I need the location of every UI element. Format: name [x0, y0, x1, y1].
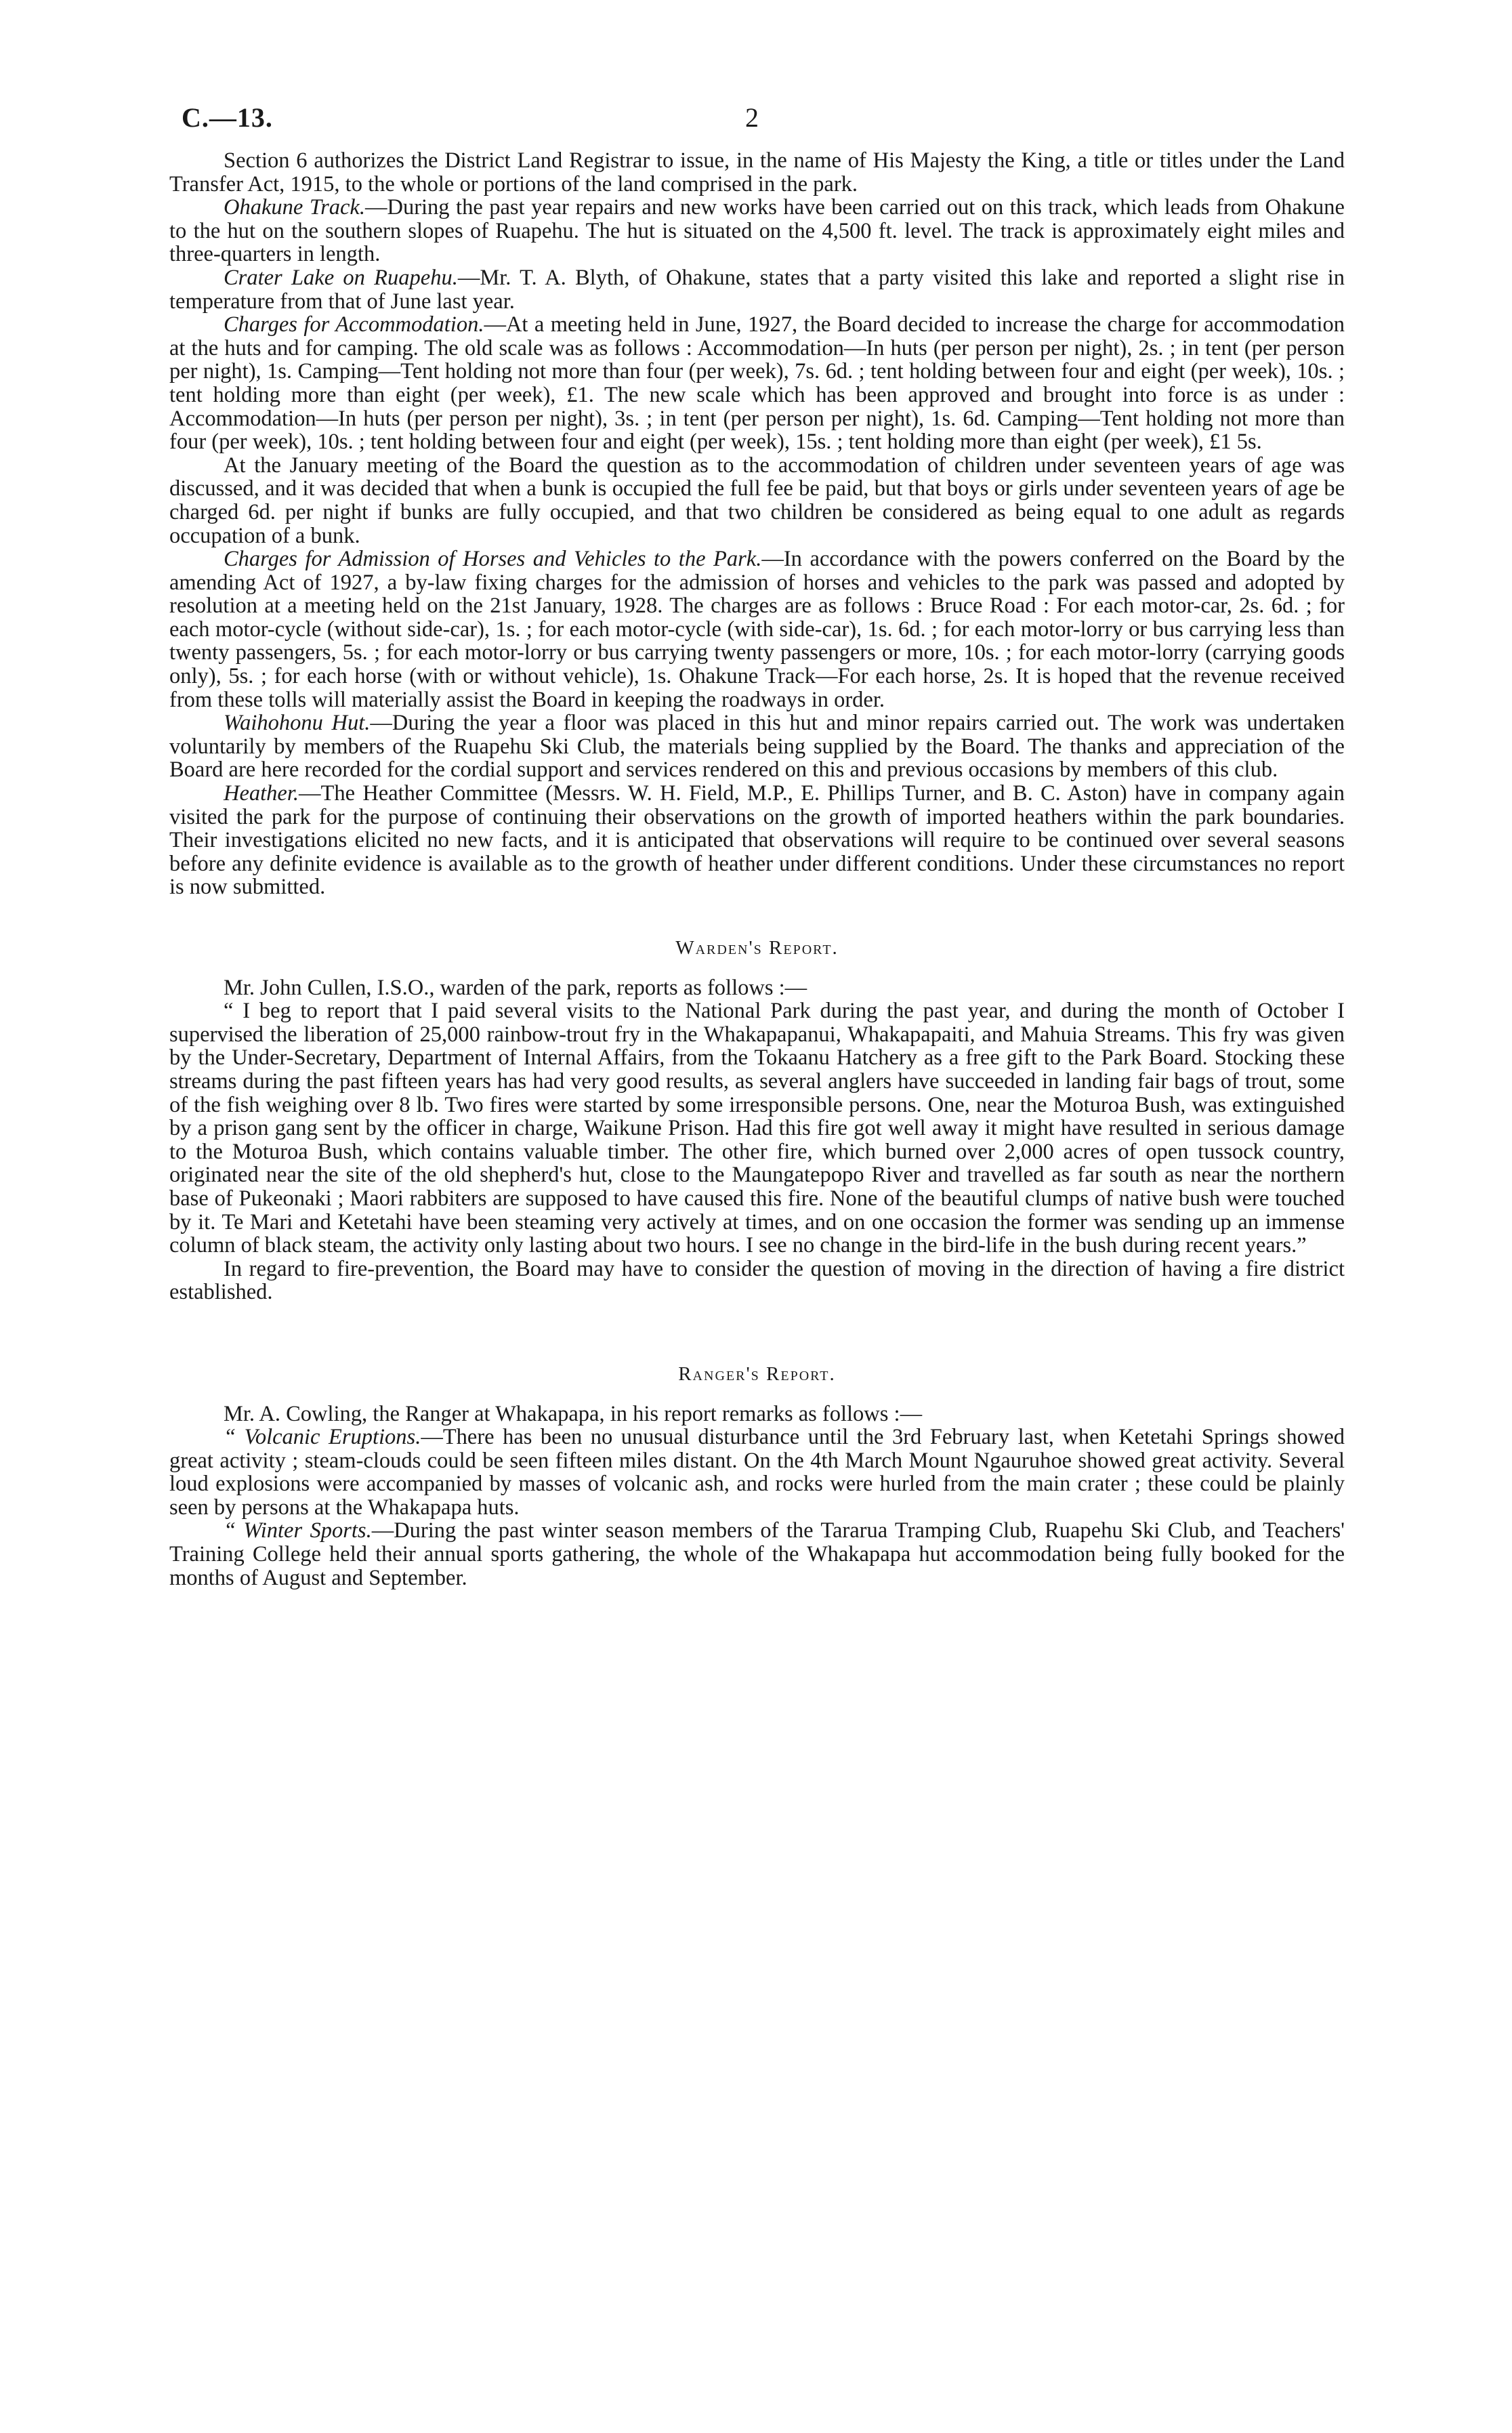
paragraph-lead: “ Volcanic Eruptions.: [224, 1425, 421, 1450]
paragraph-lead: Waihohonu Hut.: [224, 711, 371, 736]
paragraph-charges-accommodation: Charges for Accommodation.—At a meeting held in June, 1927, the Board decided to increase the charge for accommodation at the huts and for camping. The old scale was as follows : Accommodation—In huts (per person per night), 2s. ; in tent (per person per night), 1s. Camping—Tent holding not more than four (per week), 7s. 6d. ; tent holding between four and eight (per week), 10s. ; tent holding more than eight (per week), £1. The new scale which has been approved and brought into force is as under : Accommodation—In huts (per person per night), 3s. ; in tent (per person per night), 1s. 6d. Camping—Tent holding not more than four (per week), 10s. ; tent holding between four and eight (per week), 15s. ; tent holding more than eight (per week), £1 5s.: [169, 312, 1345, 455]
section-heading-warden: Warden's Report.: [675, 937, 839, 959]
page-number: 2: [745, 102, 759, 133]
paragraph-winter-sports: “ Winter Sports.—During the past winter season members of the Tararua Tramping Club, Ruapehu Ski Club, and Teachers' Training College held their annual sports gathering, the whole of the Whakapapa hut accommodation being fully booked for the months of August and September.: [169, 1518, 1345, 1590]
paragraph-lead: “ Winter Sports.: [224, 1518, 372, 1543]
paragraph-lead: Crater Lake on Ruapehu.: [224, 265, 458, 290]
paragraph-ohakune-track: Ohakune Track.—During the past year repairs and new works have been carried out on this track, which leads from Ohakune to the hut on the southern slopes of Ruapehu. The hut is situated on the 4,500 ft. level. The track is approximately eight miles and three-quarters in length.: [169, 195, 1345, 267]
paragraph-warden-intro: Mr. John Cullen, I.S.O., warden of the park, reports as follows :—: [224, 975, 807, 1000]
paragraph-ranger-intro: Mr. A. Cowling, the Ranger at Whakapapa, in his report remarks as follows :—: [224, 1401, 923, 1426]
paragraph-section-6: Section 6 authorizes the District Land Registrar to issue, in the name of His Majesty the King, a title or titles under the Land Transfer Act, 1915, to the whole or portions of the land comprised in the park.: [169, 148, 1345, 196]
paragraph-lead: Heather.: [224, 781, 299, 806]
paragraph-lead: Ohakune Track.: [224, 195, 365, 220]
paragraph-waihohonu-hut: Waihohonu Hut.—During the year a floor was placed in this hut and minor repairs carried out. The work was undertaken voluntarily by members of the Ruapehu Ski Club, the materials being supplied by the Board. The thanks and appreciation of the Board are here recorded for the cordial support and services rendered on this and previous occasions by members of this club.: [169, 711, 1345, 783]
paragraph-crater-lake: Crater Lake on Ruapehu.—Mr. T. A. Blyth, of Ohakune, states that a party visited this lake and reported a slight rise in temperature from that of June last year.: [169, 265, 1345, 314]
paragraph-warden-report: “ I beg to report that I paid several visits to the National Park during the past year, and during the month of October I supervised the liberation of 25,000 rainbow-trout fry in the Whakapapanui, Whakapapaiti, and Mahuia Streams. This fry was given by the Under-Secretary, Department of Internal Affairs, from the Tokaanu Hatchery as a free gift to the Park Board. Stocking these streams during the past fifteen years has had very good results, as several anglers have succeeded in landing fair bags of trout, some of the fish weighing over 8 lb. Two fires were started by some irresponsible persons. One, near the Moturoa Bush, was extinguished by a prison gang sent by the officer in charge, Waikune Prison. Had this fire got well away it might have resulted in serious damage to the Moturoa Bush, which contains valuable timber. The other fire, which burned over 2,000 acres of open tussock country, originated near the site of the old shepherd's hut, close to the Maungatepopo River and travelled as far south as near the northern base of Pukeonaki ; Maori rabbiters are supposed to have caused this fire. None of the beautiful clumps of native bush were touched by it. Te Mari and Ketetahi have been steaming very actively at times, and on one occasion the former was sending up an immense column of black steam, the activity only lasting about two hours. I see no change in the bird-life in the bush during recent years.”: [169, 999, 1345, 1258]
page-header: [169, 95, 1345, 149]
paragraph-lead: Charges for Admission of Horses and Vehicles to the Park.: [224, 547, 762, 572]
paragraph-lead: Charges for Accommodation.: [224, 312, 484, 337]
paragraph-fire-prevention: In regard to fire-prevention, the Board may have to consider the question of moving in the direction of having a fire district established.: [169, 1256, 1345, 1305]
paragraph-children-accommodation: At the January meeting of the Board the question as to the accommodation of children under seventeen years of age was discussed, and it was decided that when a bunk is occupied the full fee be paid, but that boys or girls under seventeen years of age be charged 6d. per night if bunks are fully occupied, and that two children be considered as being equal to one adult as regards occupation of a bunk.: [169, 453, 1345, 548]
paragraph-heather: Heather.—The Heather Committee (Messrs. W. H. Field, M.P., E. Phillips Turner, and B. C. Aston) have in company again visited the park for the purpose of continuing their observations on the growth of imported heathers within the park boundaries. Their investigations elicited no new facts, and it is anticipated that observations will require to be continued over several seasons before any definite evidence is available as to the growth of heather under different conditions. Under these circumstances no report is now submitted.: [169, 781, 1345, 900]
section-heading-ranger: Ranger's Report.: [678, 1363, 836, 1385]
document-page: [169, 95, 1345, 1589]
document-reference: C.—13.: [182, 102, 273, 133]
document-body: [169, 149, 1345, 1589]
paragraph-volcanic-eruptions: “ Volcanic Eruptions.—There has been no unusual disturbance until the 3rd February last, when Ketetahi Springs showed great activity ; steam-clouds could be seen fifteen miles distant. On the 4th March Mount Ngauruhoe showed great activity. Several loud explosions were accompanied by masses of volcanic ash, and rocks were hurled from the main crater ; these could be plainly seen by persons at the Whakapapa huts.: [169, 1425, 1345, 1520]
paragraph-charges-admission: Charges for Admission of Horses and Vehicles to the Park.—In accordance with the powers conferred on the Board by the amending Act of 1927, a by-law fixing charges for the admission of horses and vehicles to the park was passed and adopted by resolution at a meeting held on the 21st January, 1928. The charges are as follows : Bruce Road : For each motor-car, 2s. 6d. ; for each motor-cycle (without side-car), 1s. ; for each motor-cycle (with side-car), 1s. 6d. ; for each motor-lorry or bus carrying less than twenty passengers, 5s. ; for each motor-lorry or bus carrying twenty passengers or more, 10s. ; for each motor-lorry (carrying goods only), 5s. ; for each horse (with or without vehicle), 1s. Ohakune Track—For each horse, 2s. It is hoped that the revenue received from these tolls will materially assist the Board in keeping the roadways in order.: [169, 547, 1345, 712]
